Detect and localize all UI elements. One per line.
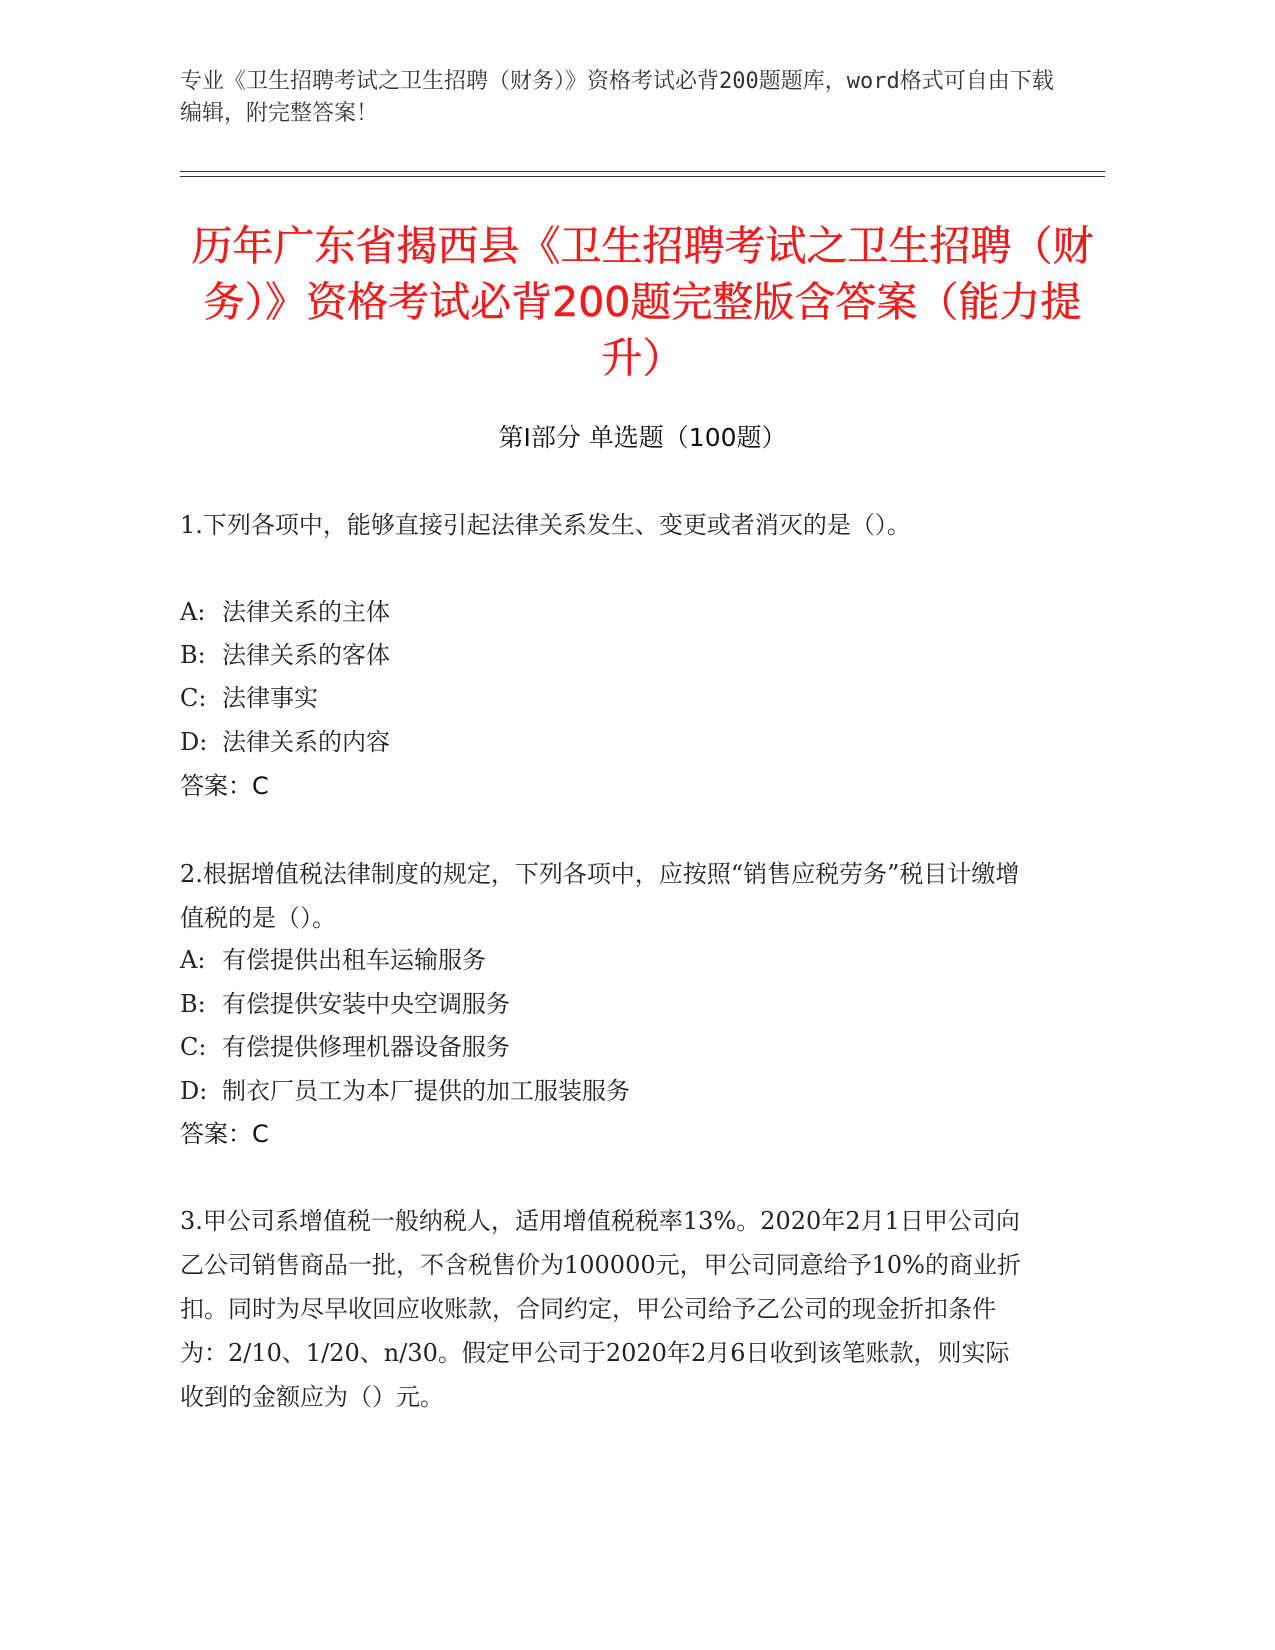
question-1-option-d xyxy=(180,726,390,758)
question-2-option-a xyxy=(180,944,486,976)
option-letter: A: xyxy=(180,946,206,974)
question-2-text: 2.根据增值税法律制度的规定，下列各项中，应按照“销售应税劳务”税目计缴增值税的是（）。 xyxy=(180,860,1020,932)
option-text: 有偿提供安装中央空调服务 xyxy=(222,990,510,1018)
option-text: 有偿提供修理机器设备服务 xyxy=(222,1033,510,1061)
option-letter: B: xyxy=(180,990,206,1018)
option-text: 制衣厂员工为本厂提供的加工服装服务 xyxy=(222,1077,630,1105)
question-3-text: 3.甲公司系增值税一般纳税人，适用增值税税率13%。2020年2月1日甲公司向乙公司销售商品一批，不含税售价为100000元，甲公司同意给予10%的商业折扣。同时为尽早收回应收账款，合同约定，甲公司给予乙公司的现金折扣条件为：2/10、1/20、n/30。假定甲公司于2020年2月6日收到该笔账款，则实际收到的金额应为（）元。 xyxy=(180,1207,1021,1411)
question-1-text: 1.下列各项中，能够直接引起法律关系发生、变更或者消灭的是（）。 xyxy=(180,511,911,539)
option-letter: D: xyxy=(180,728,208,756)
option-text: 法律关系的主体 xyxy=(222,598,390,626)
document-title: 历年广东省揭西县《卫生招聘考试之卫生招聘（财务）》资格考试必背200题完整版含答案（能力提升） xyxy=(191,222,1094,382)
section-title: 第I部分 单选题（100题） xyxy=(498,423,787,452)
option-letter: D: xyxy=(180,1077,208,1105)
option-text: 有偿提供出租车运输服务 xyxy=(222,946,486,974)
question-1-option-a xyxy=(180,596,390,628)
option-text: 法律关系的客体 xyxy=(222,641,390,669)
option-letter: B: xyxy=(180,641,206,669)
question-2-option-d xyxy=(180,1075,630,1107)
option-text: 法律事实 xyxy=(222,684,318,712)
question-1-answer: 答案：C xyxy=(180,772,269,800)
question-1-option-c xyxy=(180,682,318,714)
question-1-option-b xyxy=(180,639,390,671)
header-divider-top xyxy=(180,171,1105,172)
question-2-option-c xyxy=(180,1031,510,1063)
question-2-answer: 答案：C xyxy=(180,1120,269,1148)
option-text: 法律关系的内容 xyxy=(222,728,390,756)
header-divider-bottom xyxy=(180,176,1105,177)
header-note: 专业《卫生招聘考试之卫生招聘（财务）》资格考试必背200题题库，word格式可自由下载编辑，附完整答案！ xyxy=(180,69,1054,126)
option-letter: A: xyxy=(180,598,206,626)
question-2-option-b xyxy=(180,988,510,1020)
option-letter: C: xyxy=(180,684,207,712)
option-letter: C: xyxy=(180,1033,207,1061)
